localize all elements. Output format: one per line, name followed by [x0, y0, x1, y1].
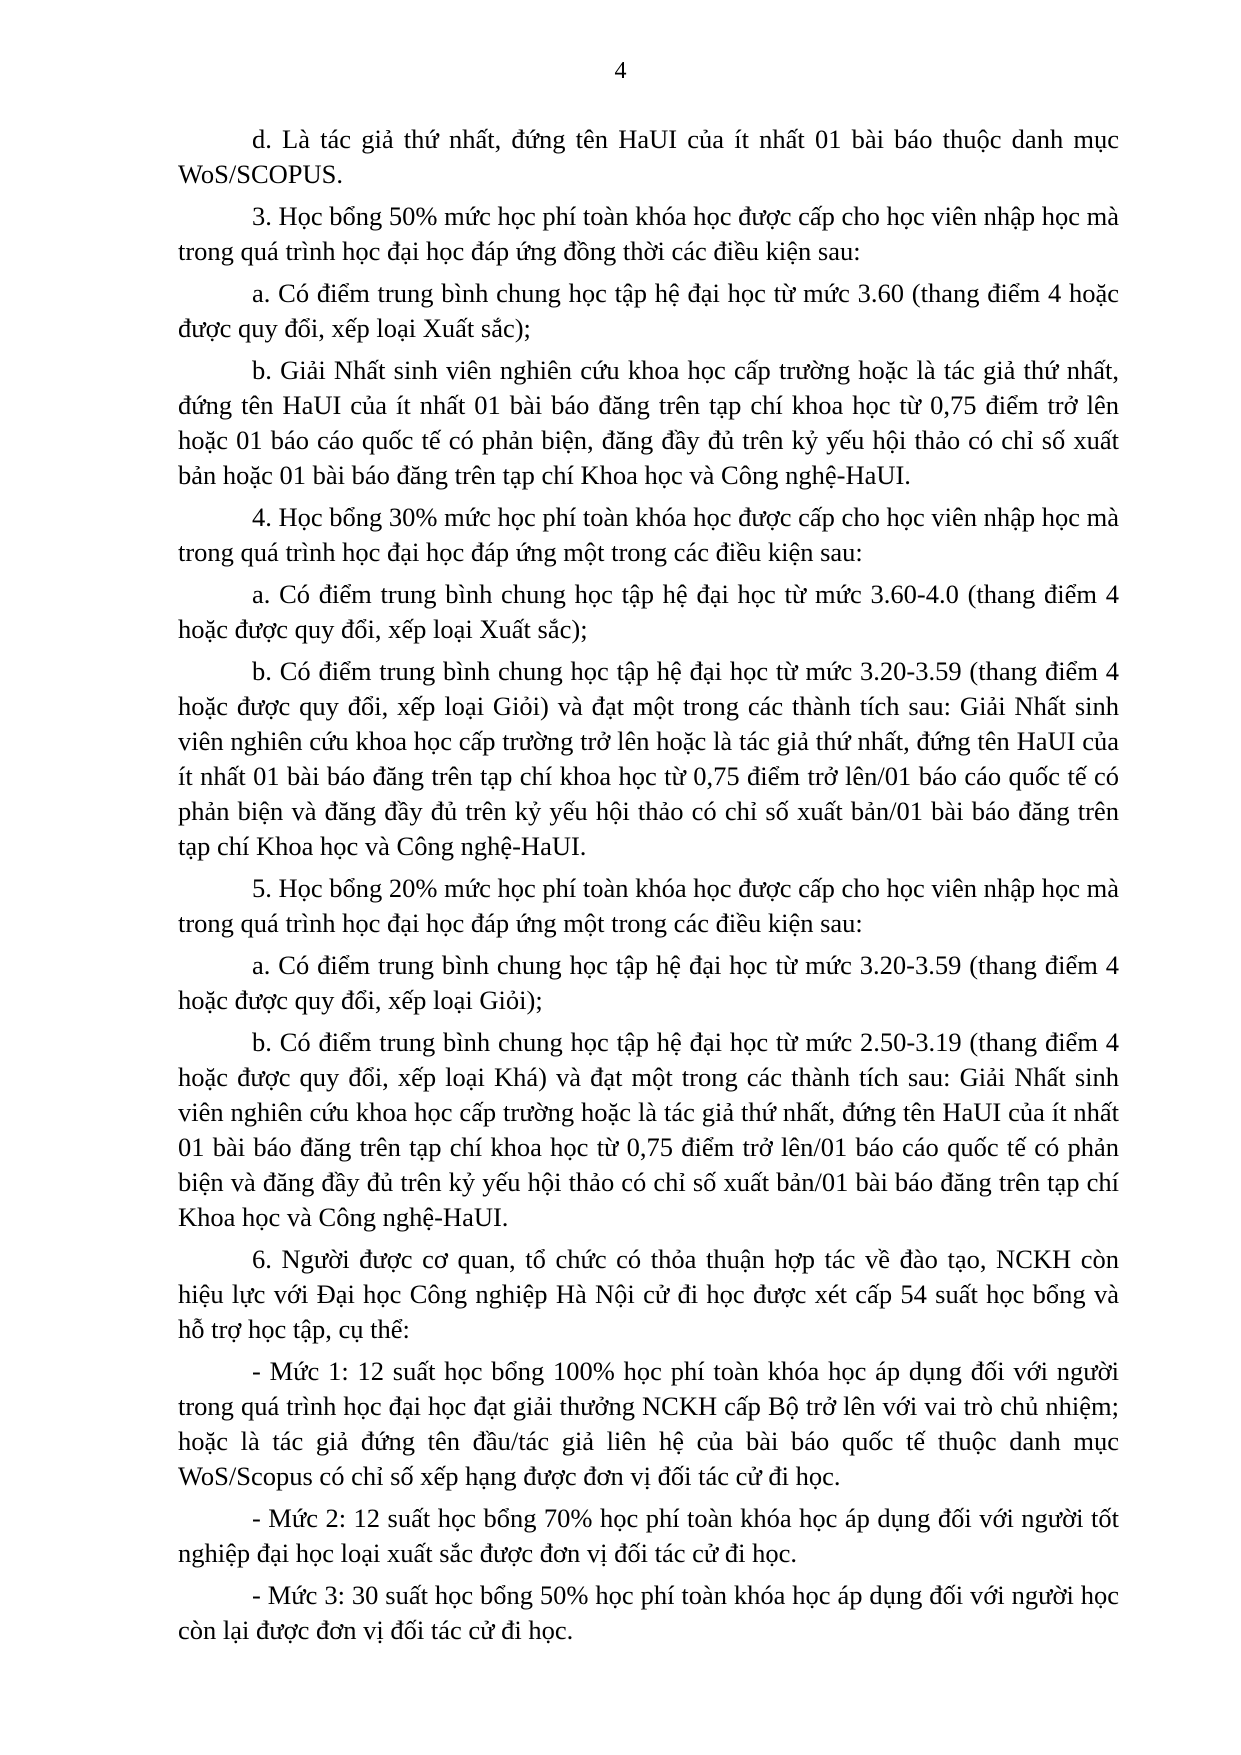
- paragraph-scholarship-20: 5. Học bổng 20% mức học phí toàn khóa học được cấp cho học viên nhập học mà trong quá trình học đại học đáp ứng một trong các điều kiện sau:: [178, 873, 1119, 938]
- paragraph-scholarship-30: 4. Học bổng 30% mức học phí toàn khóa học được cấp cho học viên nhập học mà trong quá trình học đại học đáp ứng một trong các điều kiện sau:: [178, 502, 1119, 567]
- paragraph-criterion-d: d. Là tác giả thứ nhất, đứng tên HaUI của ít nhất 01 bài báo thuộc danh mục WoS/SCOPUS.: [178, 124, 1119, 189]
- paragraph-30-condition-a: a. Có điểm trung bình chung học tập hệ đại học từ mức 3.60-4.0 (thang điểm 4 hoặc được quy đổi, xếp loại Xuất sắc);: [178, 579, 1119, 644]
- paragraph-level-1: - Mức 1: 12 suất học bổng 100% học phí toàn khóa học áp dụng đối với người trong quá trình học đại học đạt giải thưởng NCKH cấp Bộ trở lên với vai trò chủ nhiệm; hoặc là tác giả đứng tên đầu/tác giả liên hệ của bài báo quốc tế thuộc danh mục WoS/Scopus có chỉ số xếp hạng được đơn vị đối tác cử đi học.: [178, 1356, 1119, 1491]
- paragraph-20-condition-b: b. Có điểm trung bình chung học tập hệ đại học từ mức 2.50-3.19 (thang điểm 4 hoặc được quy đổi, xếp loại Khá) và đạt một trong các thành tích sau: Giải Nhất sinh viên nghiên cứu khoa học cấp trường hoặc là tác giả thứ nhất, đứng tên HaUI của ít nhất 01 bài báo đăng trên tạp chí khoa học từ 0,75 điểm trở lên/01 báo cáo quốc tế có phản biện và đăng đầy đủ trên kỷ yếu hội thảo có chỉ số xuất bản/01 bài báo đăng trên tạp chí Khoa học và Công nghệ-HaUI.: [178, 1027, 1119, 1232]
- page-number: 4: [614, 58, 627, 84]
- paragraph-scholarship-50: 3. Học bổng 50% mức học phí toàn khóa học được cấp cho học viên nhập học mà trong quá trình học đại học đáp ứng đồng thời các điều kiện sau:: [178, 201, 1119, 266]
- paragraph-partner-scholarships: 6. Người được cơ quan, tổ chức có thỏa thuận hợp tác về đào tạo, NCKH còn hiệu lực với Đại học Công nghiệp Hà Nội cử đi học được xét cấp 54 suất học bổng và hỗ trợ học tập, cụ thể:: [178, 1244, 1119, 1344]
- document-body: [178, 122, 1119, 1655]
- paragraph-20-condition-a: a. Có điểm trung bình chung học tập hệ đại học từ mức 3.20-3.59 (thang điểm 4 hoặc được quy đổi, xếp loại Giỏi);: [178, 950, 1119, 1015]
- paragraph-50-condition-b: b. Giải Nhất sinh viên nghiên cứu khoa học cấp trường hoặc là tác giả thứ nhất, đứng tên HaUI của ít nhất 01 bài báo đăng trên tạp chí khoa học từ 0,75 điểm trở lên hoặc 01 báo cáo quốc tế có phản biện, đăng đầy đủ trên kỷ yếu hội thảo có chỉ số xuất bản hoặc 01 bài báo đăng trên tạp chí Khoa học và Công nghệ-HaUI.: [178, 355, 1119, 490]
- paragraph-30-condition-b: b. Có điểm trung bình chung học tập hệ đại học từ mức 3.20-3.59 (thang điểm 4 hoặc được quy đổi, xếp loại Giỏi) và đạt một trong các thành tích sau: Giải Nhất sinh viên nghiên cứu khoa học cấp trường trở lên hoặc là tác giả thứ nhất, đứng tên HaUI của ít nhất 01 bài báo đăng trên tạp chí khoa học từ 0,75 điểm trở lên/01 báo cáo quốc tế có phản biện và đăng đầy đủ trên kỷ yếu hội thảo có chỉ số xuất bản/01 bài báo đăng trên tạp chí Khoa học và Công nghệ-HaUI.: [178, 656, 1119, 861]
- paragraph-level-3: - Mức 3: 30 suất học bổng 50% học phí toàn khóa học áp dụng đối với người học còn lại được đơn vị đối tác cử đi học.: [178, 1580, 1119, 1645]
- paragraph-50-condition-a: a. Có điểm trung bình chung học tập hệ đại học từ mức 3.60 (thang điểm 4 hoặc được quy đổi, xếp loại Xuất sắc);: [178, 278, 1119, 343]
- paragraph-level-2: - Mức 2: 12 suất học bổng 70% học phí toàn khóa học áp dụng đối với người tốt nghiệp đại học loại xuất sắc được đơn vị đối tác cử đi học.: [178, 1503, 1119, 1568]
